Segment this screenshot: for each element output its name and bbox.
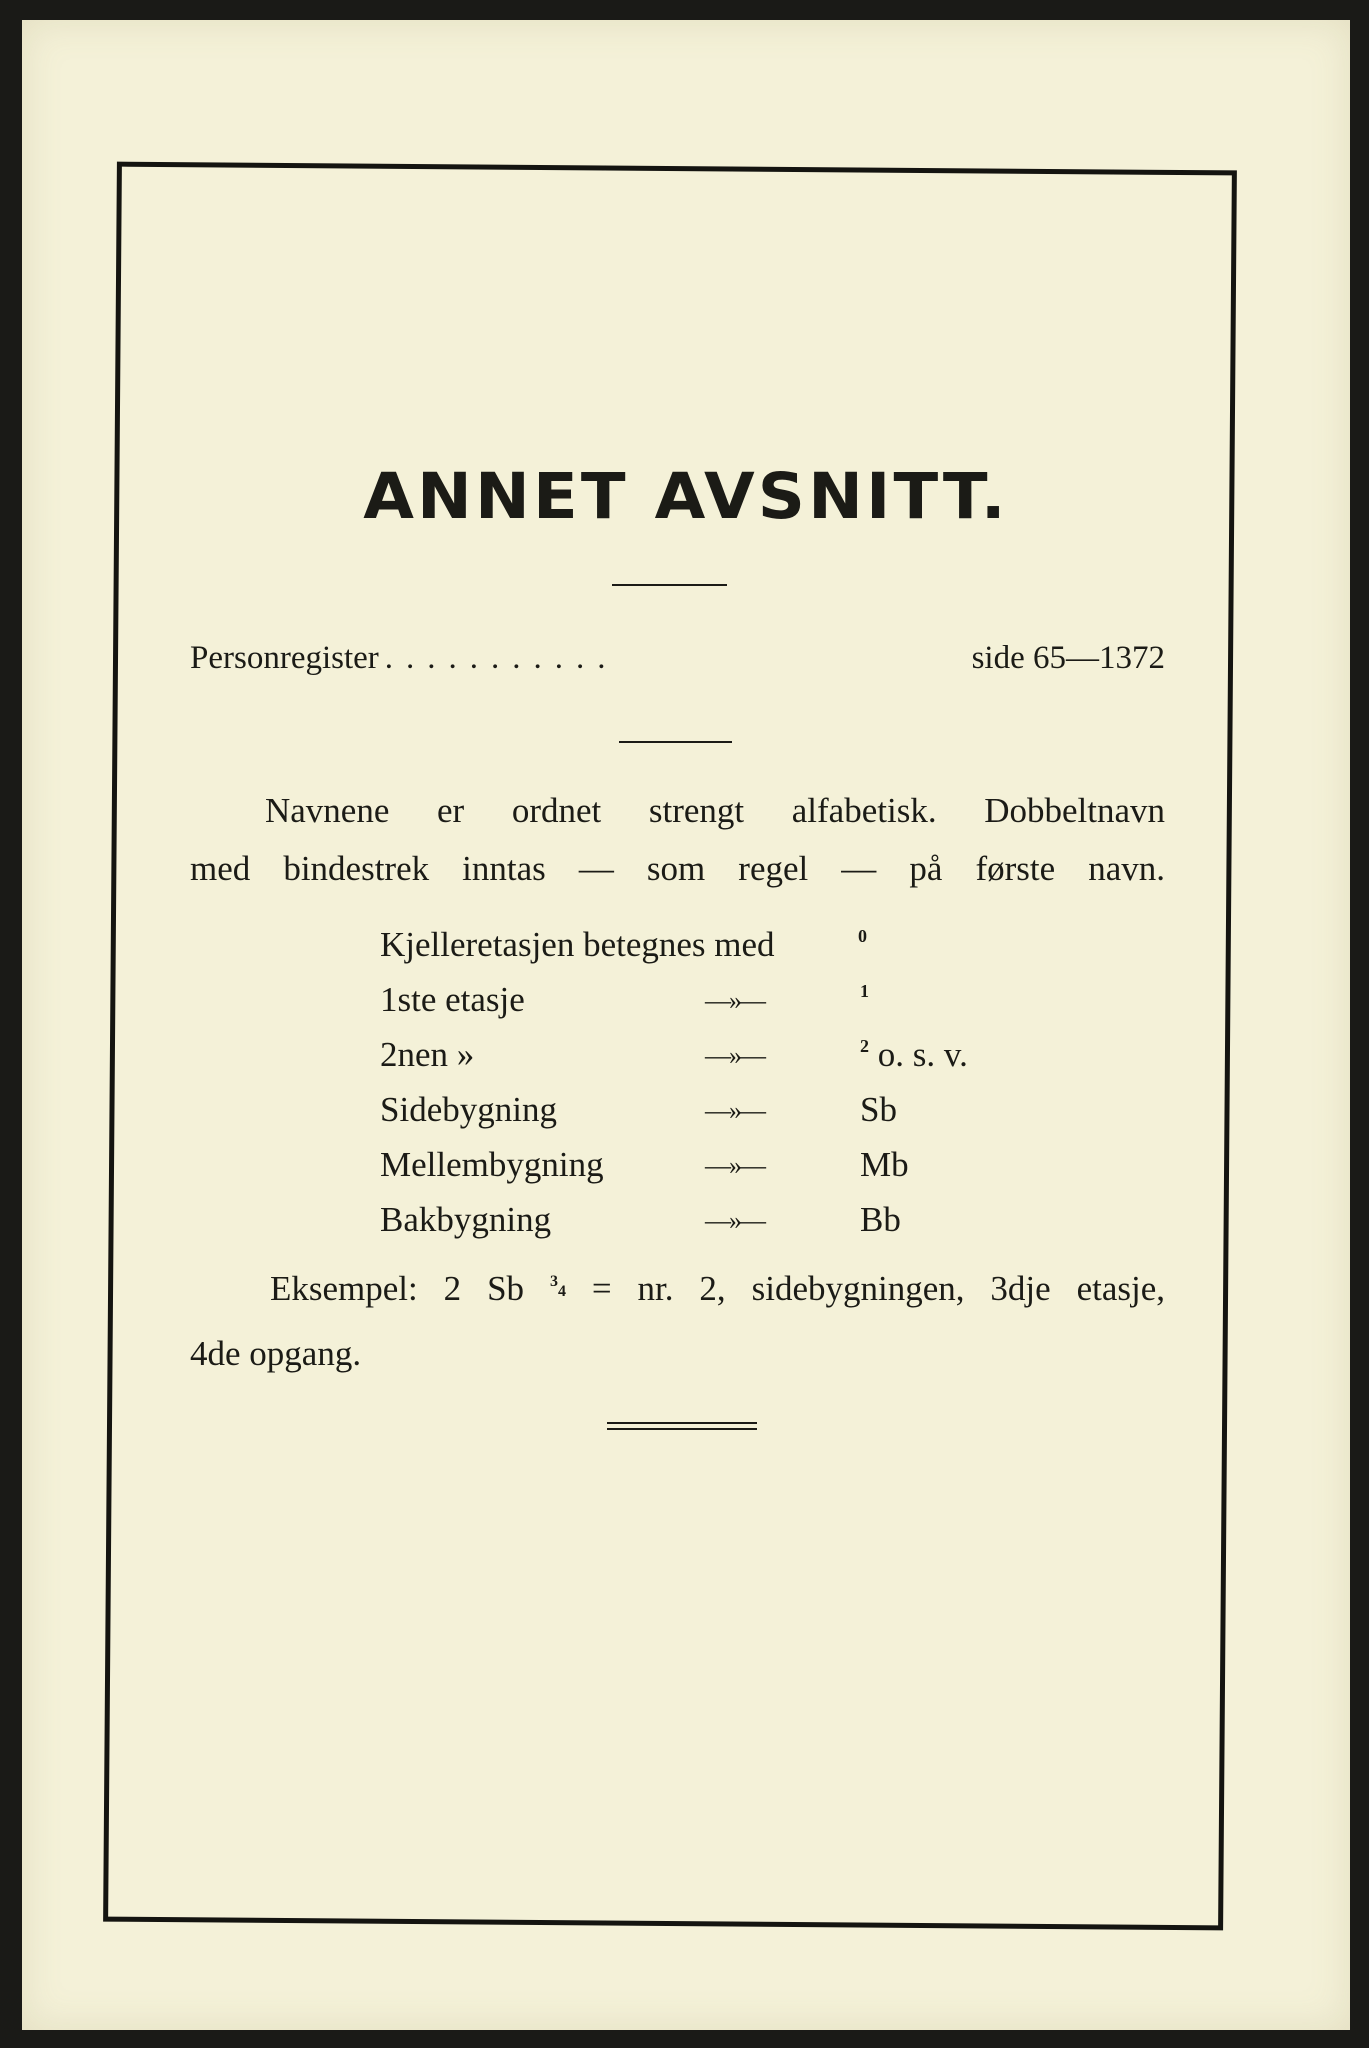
example-entrance-sub: 4 [557, 1283, 566, 1300]
legend-mark [860, 1090, 897, 1130]
end-double-rule [607, 1422, 757, 1431]
legend-mark-text: Bb [860, 1200, 901, 1239]
floor-superscript: 2 [860, 1036, 869, 1056]
example-prefix: Eksempel: 2 Sb [270, 1269, 525, 1308]
ditto-mark: —»— [705, 1041, 764, 1070]
ditto-mark: —»— [705, 1151, 764, 1180]
legend-mark [860, 1145, 909, 1185]
page-border-frame [103, 162, 1237, 1931]
toc-divider [619, 741, 732, 743]
legend-mark-text: o. s. v. [869, 1035, 968, 1074]
example-paragraph [190, 1260, 1165, 1383]
example-line-2: 4de opgang. [190, 1334, 362, 1373]
legend-mark [860, 980, 869, 1020]
toc-leader: ........... [384, 640, 619, 676]
ditto-mark: —»— [705, 1096, 764, 1125]
legend-mark [858, 925, 867, 965]
example-suffix: = nr. 2, sidebygningen, 3dje etasje, [591, 1269, 1165, 1308]
legend-label: Bakbygning [380, 1200, 552, 1239]
legend-mark-text: Sb [860, 1090, 897, 1129]
section-title: ANNET AVSNITT. [363, 460, 1009, 533]
intro-line-1: Navnene er ordnet strengt alfabetisk. Dobbeltnavn [265, 791, 1165, 830]
toc-entry [190, 640, 1165, 677]
legend-mark [860, 1035, 968, 1075]
legend-label: Mellembygning [380, 1145, 604, 1184]
example-floor-sup: 3 [549, 1273, 558, 1290]
legend-mark [860, 1200, 901, 1240]
ditto-mark: —»— [705, 1206, 764, 1235]
example-line-1 [190, 1260, 1165, 1325]
legend-label: 2nen » [380, 1035, 475, 1074]
legend-label: 1ste etasje [380, 980, 525, 1019]
legend-label: Sidebygning [380, 1090, 557, 1129]
legend-label: Kjelleretasjen betegnes med [380, 925, 775, 964]
intro-line-2: med bindestrek inntas — som regel — på første navn. [190, 849, 1165, 888]
title-divider [612, 584, 727, 586]
document-page [22, 20, 1350, 2030]
intro-paragraph [190, 782, 1165, 898]
floor-superscript: 1 [860, 981, 869, 1001]
ditto-mark: —»— [705, 986, 764, 1015]
legend-mark-text: Mb [860, 1145, 909, 1184]
floor-superscript: 0 [858, 926, 867, 946]
toc-label: Personregister [190, 640, 379, 676]
toc-page-ref: side 65—1372 [971, 640, 1165, 676]
